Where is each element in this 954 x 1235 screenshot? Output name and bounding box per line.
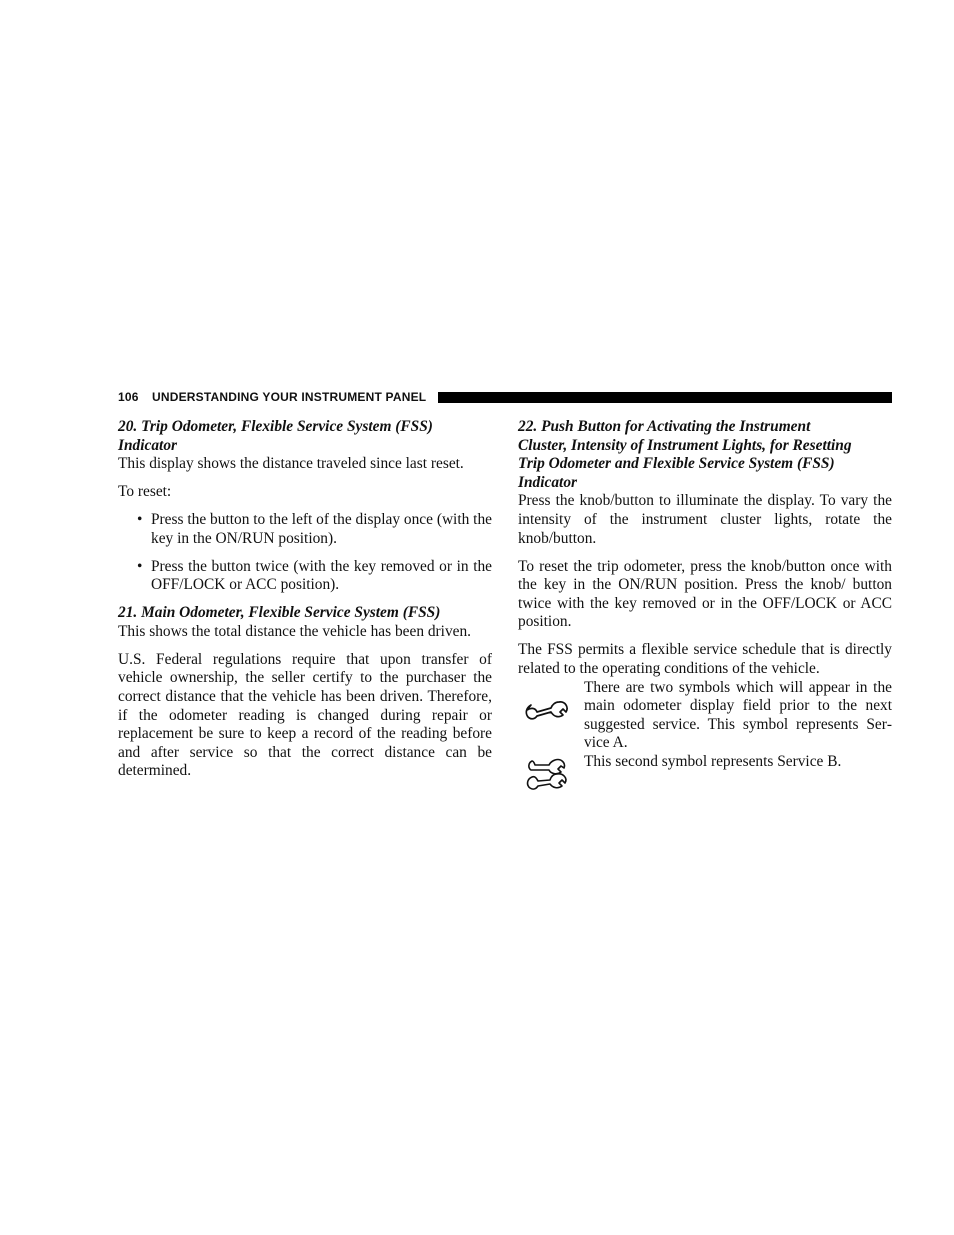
service-b-row xyxy=(518,753,892,772)
list-item-text: Press the button twice (with the key removed or in the OFF/LOCK or ACC position). xyxy=(151,557,492,594)
section-22-paragraph-3: The FSS permits a flexible service schedule that is directly related to the operating conditions of the vehicle. xyxy=(518,641,892,677)
section-20-heading xyxy=(118,418,492,455)
right-column xyxy=(518,418,892,771)
section-22-heading-line-2: Cluster, Intensity of Instrument Lights, for Resetting xyxy=(518,436,852,454)
section-22-heading-line-1: 22. Push Button for Activating the Instrument xyxy=(518,418,811,435)
section-22-heading xyxy=(518,418,892,492)
bullet-icon: • xyxy=(137,557,143,575)
section-21-paragraph-1: This shows the total distance the vehicle has been driven. xyxy=(118,622,472,640)
service-a-text: There are two symbols which will appear in the main odometer display field prior to the next suggested service. This symbol represents Service A. xyxy=(584,678,892,752)
section-21-heading: 21. Main Odometer, Flexible Service System (FSS) xyxy=(118,604,441,622)
page-number: 106 xyxy=(118,390,139,404)
list-item xyxy=(118,558,492,595)
list-item-text: Press the button to the left of the display once (with the key in the ON/RUN position). xyxy=(151,511,492,547)
page-header xyxy=(118,389,892,407)
bullet-icon: • xyxy=(137,511,143,529)
list-item xyxy=(118,511,492,548)
section-20-heading-line-2: Indicator xyxy=(118,436,178,454)
section-20-heading-line-1: 20. Trip Odometer, Flexible Service System (FSS) xyxy=(118,418,433,435)
header-rule xyxy=(438,392,892,403)
double-wrench-icon xyxy=(522,755,570,799)
section-title: UNDERSTANDING YOUR INSTRUMENT PANEL xyxy=(152,390,427,404)
wrench-icon xyxy=(522,691,570,731)
left-column xyxy=(118,418,492,790)
section-22-paragraph-2: To reset the trip odometer, press the knob/button once with the key in the ON/RUN position. Press the knob/ button twice with the key removed or in the OFF/LOCK or ACC position. xyxy=(518,557,892,631)
section-21-paragraph-2: U.S. Federal regulations require that upon transfer of vehicle ownership, the seller certify to the purchaser the correct distance that the vehicle has been driven. Therefore, if the odometer reading is changed during repair or replacement be sure to keep a record of the reading before and after service so that the correct distance can be determined. xyxy=(118,650,492,780)
service-a-row xyxy=(518,679,892,753)
service-b-text: This second symbol represents Service B. xyxy=(584,752,842,770)
section-22-heading-line-3: Trip Odometer and Flexible Service System (FSS) xyxy=(518,455,835,473)
section-22-paragraph-1: Press the knob/button to illuminate the display. To vary the intensity of the instrument cluster lights, rotate the knob/button. xyxy=(518,492,892,547)
reset-bullet-list xyxy=(118,511,492,595)
section-20-paragraph-2: To reset: xyxy=(118,483,172,501)
section-22-heading-line-4: Indicator xyxy=(518,473,578,491)
section-20-paragraph-1: This display shows the distance traveled since last reset. xyxy=(118,455,464,473)
